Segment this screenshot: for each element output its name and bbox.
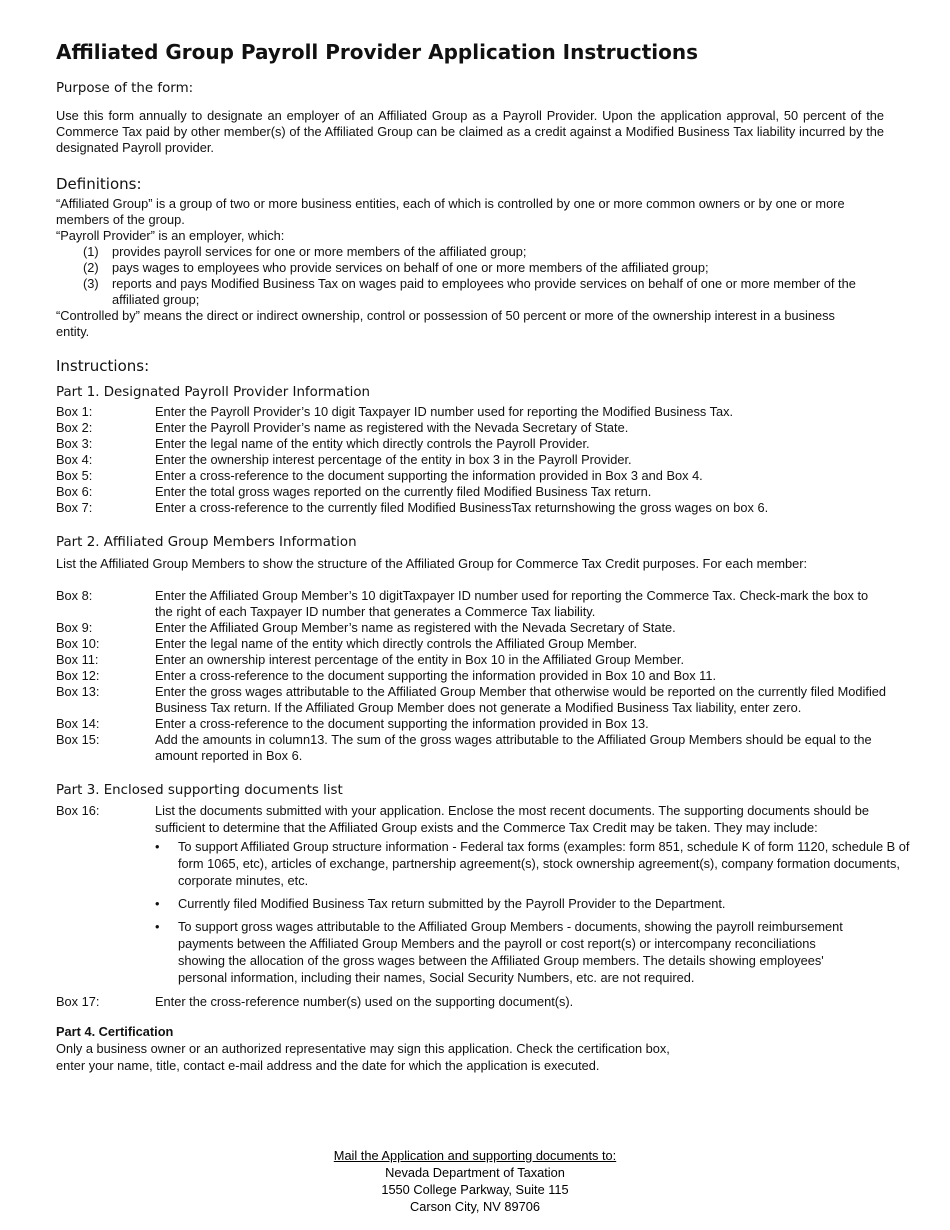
mail-heading: Mail the Application and supporting documents to: — [333, 1148, 617, 1163]
mail-line-street: 1550 College Parkway, Suite 115 — [381, 1182, 569, 1197]
bullet-text: Currently filed Modified Business Tax return submitted by the Payroll Provider to the Department. — [178, 896, 726, 911]
box-label: Box 10: — [56, 636, 100, 651]
box-text: Enter the cross-reference number(s) used on the supporting document(s). — [155, 994, 574, 1009]
supporting-document-bullet — [155, 838, 917, 889]
box-row — [56, 500, 888, 516]
box-text: Enter the Affiliated Group Member’s name as registered with the Nevada Secretary of State. — [155, 620, 676, 635]
box-row — [56, 404, 888, 420]
box-text: Enter the Payroll Provider’s 10 digit Taxpayer ID number used for reporting the Modified Business Tax. — [155, 404, 734, 419]
box-label: Box 2: — [56, 420, 93, 435]
box-row — [56, 684, 888, 716]
box16-row — [56, 802, 888, 836]
criteria-number: (3) — [83, 276, 99, 291]
box-label: Box 11: — [56, 652, 99, 667]
criteria-text: reports and pays Modified Business Tax on wages paid to employees who provide services on behalf of one or more member of the affiliated group; — [112, 276, 856, 307]
box-label: Box 12: — [56, 668, 100, 683]
criteria-number: (1) — [83, 244, 99, 259]
box-text: Enter a cross-reference to the document supporting the information provided in Box 3 and Box 4. — [155, 468, 703, 483]
payroll-provider-criteria-list — [56, 244, 888, 308]
box-row — [56, 420, 888, 436]
part3-heading: Part 3. Enclosed supporting documents list — [56, 783, 343, 798]
definition-controlled-by: “Controlled by” means the direct or indirect ownership, control or possession of 50 percent or more of the ownership interest in a business entity. — [56, 308, 835, 339]
part2-box-list — [56, 588, 888, 764]
supporting-document-bullet — [155, 895, 917, 912]
mail-line-city: Carson City, NV 89706 — [410, 1199, 540, 1214]
box-text: Enter an ownership interest percentage of the entity in Box 10 in the Affiliated Group Member. — [155, 652, 685, 667]
instructions-heading: Instructions: — [56, 357, 150, 375]
box-row — [56, 668, 888, 684]
box-label: Box 17: — [56, 994, 100, 1009]
box-label: Box 15: — [56, 732, 100, 747]
box-label: Box 5: — [56, 468, 93, 483]
box-text: Add the amounts in column13. The sum of the gross wages attributable to the Affiliated Group Members should be equal to the amount reported in Box 6. — [155, 732, 872, 763]
box-text: Enter the gross wages attributable to the Affiliated Group Member that otherwise would be reported on the currently filed Modified Business Tax return. If the Affiliated Group Member does not generate a Modified Business Tax liability, enter zero. — [155, 684, 887, 715]
box-row — [56, 732, 888, 764]
criteria-text: pays wages to employees who provide services on behalf of one or more members of the affiliated group; — [112, 260, 709, 275]
purpose-heading: Purpose of the form: — [56, 81, 194, 96]
box-text: Enter a cross-reference to the currently filed Modified BusinessTax returnshowing the gross wages on box 6. — [155, 500, 769, 515]
box-text: Enter a cross-reference to the document supporting the information provided in Box 13. — [155, 716, 649, 731]
instructions-page — [56, 38, 910, 1074]
part1-box-list — [56, 404, 888, 516]
box-row — [56, 620, 888, 636]
box-text: List the documents submitted with your application. Enclose the most recent documents. The supporting documents should be sufficient to determine that the Affiliated Group exists and the Commerce Tax Credit may be taken. They may include: — [155, 803, 869, 835]
supporting-documents-list — [56, 838, 910, 986]
mail-line-department: Nevada Department of Taxation — [385, 1165, 565, 1180]
box-label: Box 3: — [56, 436, 93, 451]
box-text: Enter a cross-reference to the document supporting the information provided in Box 10 and Box 11. — [155, 668, 717, 683]
box-label: Box 16: — [56, 803, 100, 818]
box-label: Box 9: — [56, 620, 93, 635]
box-row — [56, 636, 888, 652]
box17-row — [56, 994, 888, 1010]
box-label: Box 7: — [56, 500, 93, 515]
box-text: Enter the legal name of the entity which directly controls the Payroll Provider. — [155, 436, 590, 451]
definition-criteria-item — [56, 244, 888, 260]
box-text: Enter the total gross wages reported on the currently filed Modified Business Tax return. — [155, 484, 652, 499]
criteria-number: (2) — [83, 260, 99, 275]
page-title: Affiliated Group Payroll Provider Application Instructions — [56, 40, 699, 64]
box-label: Box 4: — [56, 452, 93, 467]
bullet-text: To support Affiliated Group structure information - Federal tax forms (examples: form 851, schedule K of form 1120, schedule B of form 1065, etc), articles of exchange, partnership agreement(s), stock ownership agreement(s), company formation documents, corporate minutes, etc. — [178, 839, 910, 888]
part4-heading: Part 4. Certification — [56, 1024, 174, 1039]
box-label: Box 13: — [56, 684, 100, 699]
box-text: Enter the ownership interest percentage of the entity in box 3 in the Payroll Provider. — [155, 452, 632, 467]
box-row — [56, 588, 888, 620]
mailing-address-block — [0, 1147, 950, 1215]
part2-heading: Part 2. Affiliated Group Members Information — [56, 535, 357, 550]
part1-heading: Part 1. Designated Payroll Provider Information — [56, 385, 371, 400]
definition-criteria-item — [56, 276, 888, 308]
box-row — [56, 484, 888, 500]
part4-text: Only a business owner or an authorized representative may sign this application. Check the certification box, enter your name, title, contact e-mail address and the date for which the application is executed. — [56, 1041, 670, 1073]
box-label: Box 8: — [56, 588, 93, 603]
definition-criteria-item — [56, 260, 888, 276]
supporting-document-bullet — [155, 918, 865, 986]
criteria-text: provides payroll services for one or more members of the affiliated group; — [112, 244, 527, 259]
bullet-marker: • — [155, 919, 160, 934]
box-label: Box 14: — [56, 716, 100, 731]
bullet-text: To support gross wages attributable to the Affiliated Group Members - documents, showing the payroll reimbursement payments between the Affiliated Group Members and the payroll or cost report(s) or intercompany reconciliations showing the allocation of the gross wages between the Affiliated Group members. The details showing employees' personal information, including their names, Social Security Numbers, etc. are not required. — [178, 919, 843, 985]
box-label: Box 1: — [56, 404, 93, 419]
box-text: Enter the legal name of the entity which directly controls the Affiliated Group Member. — [155, 636, 638, 651]
box-text: Enter the Payroll Provider’s name as registered with the Nevada Secretary of State. — [155, 420, 629, 435]
purpose-text: Use this form annually to designate an employer of an Affiliated Group as a Payroll Provider. Upon the application approval, 50 percent of the Commerce Tax paid by other member(s) of the Affiliated Group can be claimed as a credit against a Modified Business Tax liability incurred by the designated Payroll provider. — [56, 108, 884, 155]
definition-payroll-provider: “Payroll Provider” is an employer, which: — [56, 228, 285, 243]
box-text: Enter the Affiliated Group Member’s 10 digitTaxpayer ID number used for reporting the Commerce Tax. Check-mark the box to the right of each Taxpayer ID number that generates a Commerce Tax liability. — [155, 588, 869, 619]
box-row — [56, 468, 888, 484]
box-row — [56, 436, 888, 452]
definitions-heading: Definitions: — [56, 175, 142, 193]
box-row — [56, 452, 888, 468]
bullet-marker: • — [155, 839, 160, 854]
bullet-marker: • — [155, 896, 160, 911]
part2-intro: List the Affiliated Group Members to show the structure of the Affiliated Group for Commerce Tax Credit purposes. For each member: — [56, 556, 808, 571]
box-row — [56, 652, 888, 668]
box-row — [56, 716, 888, 732]
definition-affiliated-group: “Affiliated Group” is a group of two or more business entities, each of which is controlled by one or more common owners or by one or more members of the group. — [56, 196, 845, 227]
box-label: Box 6: — [56, 484, 93, 499]
